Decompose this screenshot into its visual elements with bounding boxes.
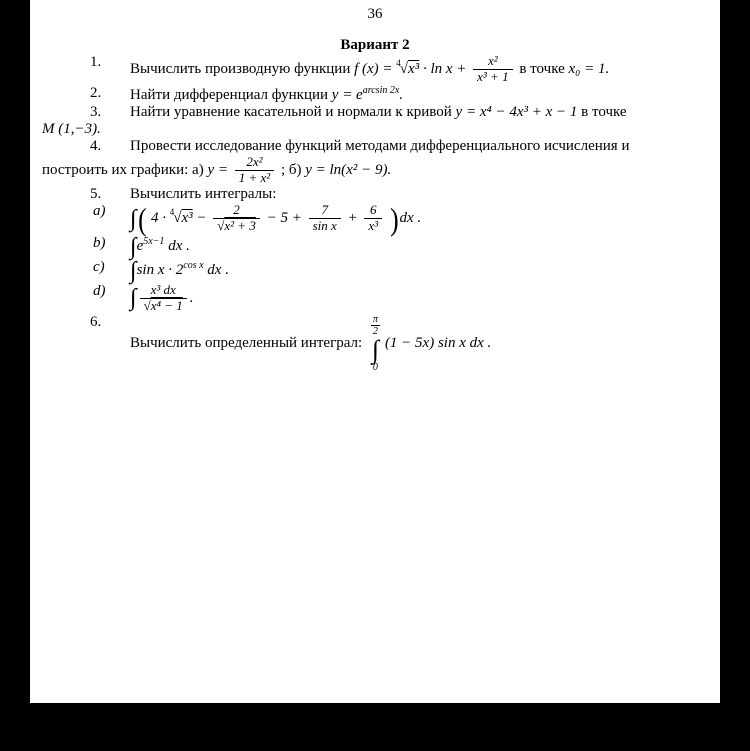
problem-1-formula xyxy=(354,53,519,84)
problem-3 xyxy=(30,104,720,121)
problem-6-formula xyxy=(366,313,492,373)
radicand: x⁴ − 1 xyxy=(150,297,183,313)
problem-2-formula xyxy=(331,84,404,103)
exp-superscript: 5x−1 xyxy=(143,236,165,248)
problem-1 xyxy=(30,54,720,85)
radical-sign: √ xyxy=(173,210,182,227)
fraction-numerator: x³ dx xyxy=(150,281,176,297)
integral-sign: ∫ xyxy=(371,334,379,364)
radicand: x² + 3 xyxy=(224,218,256,234)
problem-2-number: 2. xyxy=(90,84,102,101)
left-paren: ( xyxy=(137,200,147,237)
problem-1-text: Вычислить производную функции xyxy=(130,60,351,77)
function-a xyxy=(207,153,280,185)
y-equals: y = xyxy=(207,161,228,178)
right-paren: ) xyxy=(389,200,399,237)
problem-1-tail: в точке xyxy=(519,60,565,77)
problem-5b-label: b) xyxy=(93,234,106,251)
page-number: 36 xyxy=(367,6,383,22)
problem-1-point: x₀ = 1. xyxy=(568,60,610,77)
exp-superscript: cos x xyxy=(183,260,204,272)
problem-5c-formula xyxy=(130,257,229,284)
problem-1-number: 1. xyxy=(90,54,102,70)
problem-5a-label: a) xyxy=(93,202,106,219)
integral-sign: ∫ xyxy=(130,205,137,232)
problem-4-line1: Провести исследование функций методами дифференциального исчисления и xyxy=(130,137,630,154)
integral-sign: ∫ xyxy=(130,257,137,284)
minus-sign: − xyxy=(196,210,207,227)
fraction xyxy=(235,155,274,186)
problem-4-number: 4. xyxy=(90,137,102,154)
fraction-denominator: x³ xyxy=(364,218,382,234)
fraction-denominator: sin x xyxy=(309,218,341,234)
fraction-numerator: 2 xyxy=(233,202,240,218)
function-b: y = ln(x² − 9). xyxy=(305,161,392,178)
fraction-denominator: x³ + 1 xyxy=(473,69,512,85)
radical-sign: √ xyxy=(399,60,409,77)
limit-denominator: 2 xyxy=(371,325,380,337)
separator: ; б) xyxy=(280,161,302,178)
problem-4 xyxy=(30,138,720,155)
problem-6-number: 6. xyxy=(90,313,102,330)
exp-base: y = e xyxy=(331,86,363,103)
integrand: (1 − 5x) sin x dx . xyxy=(384,334,492,351)
problem-5a-formula xyxy=(130,200,422,237)
formula-period: . xyxy=(189,289,194,306)
problem-5a xyxy=(30,200,720,237)
root-index: 4 xyxy=(169,207,175,218)
limit-numerator: π xyxy=(372,313,378,325)
problem-5d-label: d) xyxy=(93,282,106,299)
radicand: x³ xyxy=(181,210,193,227)
problem-2 xyxy=(30,85,720,104)
integral-sign: ∫ xyxy=(130,233,137,260)
problem-5c-label: c) xyxy=(93,258,105,275)
document-page xyxy=(30,0,720,703)
fraction xyxy=(140,283,187,314)
radicand: x³ xyxy=(408,60,420,77)
problem-3-number: 3. xyxy=(90,103,102,120)
plus-sign: + xyxy=(347,210,358,227)
problem-6-text: Вычислить определенный интеграл: xyxy=(130,334,363,351)
problem-5b xyxy=(30,235,720,259)
fraction-numerator: 6 xyxy=(370,202,377,218)
exp-superscript: arcsin 2x xyxy=(362,84,400,96)
problem-6 xyxy=(30,314,720,373)
problem-5-number: 5. xyxy=(90,185,102,202)
problem-4-line2-lead: построить их графики: а) xyxy=(42,161,204,178)
fraction-denominator xyxy=(140,298,187,314)
exp-base: e xyxy=(136,238,144,255)
problem-5d xyxy=(30,283,720,314)
problem-2-text: Найти дифференциал функции xyxy=(130,86,329,103)
problem-5-text: Вычислить интегралы: xyxy=(130,185,277,202)
formula-period: . xyxy=(399,86,404,103)
problem-3-tail: в точке xyxy=(581,103,627,120)
fraction-numerator: 7 xyxy=(321,202,328,218)
fraction-numerator: x² xyxy=(488,53,498,68)
dx: dx . xyxy=(399,210,422,227)
fraction-denominator: 1 + x² xyxy=(235,170,274,186)
term-coefficient: 4 · xyxy=(150,210,166,227)
upper-limit xyxy=(371,314,380,337)
definite-integral xyxy=(371,314,380,373)
problem-3-text: Найти уравнение касательной и нормали к кривой xyxy=(130,103,452,120)
fraction-numerator: 2x² xyxy=(246,153,263,169)
problem-4-continuation xyxy=(30,155,720,186)
problem-5d-formula xyxy=(130,281,194,313)
fraction-denominator xyxy=(213,218,260,234)
radical-sign: √ xyxy=(143,297,151,313)
integrand: sin x · 2 xyxy=(136,262,184,279)
page-title: Вариант 2 xyxy=(340,37,410,53)
lower-limit: 0 xyxy=(372,361,378,373)
fourth-root xyxy=(396,57,420,77)
problem-5c xyxy=(30,259,720,283)
curve-equation: y = x⁴ − 4x³ + x − 1 xyxy=(455,103,578,120)
fourth-root xyxy=(169,207,193,227)
problem-5 xyxy=(30,186,720,203)
dx: dx . xyxy=(168,238,190,255)
dx: dx . xyxy=(207,262,229,279)
f-of-x: f (x) = xyxy=(354,60,393,77)
radical-sign: √ xyxy=(217,218,225,234)
middle-terms: − 5 + xyxy=(266,210,302,227)
problem-5b-formula xyxy=(130,233,190,260)
integral-sign: ∫ xyxy=(130,285,137,312)
fraction-2 xyxy=(309,203,341,234)
problem-3-continuation xyxy=(30,121,720,138)
fraction-3 xyxy=(364,203,382,234)
fraction xyxy=(473,54,512,85)
root-index: 4 xyxy=(396,57,401,68)
formula-middle: · ln x + xyxy=(422,60,467,77)
point-m: M (1,−3). xyxy=(42,120,101,137)
fraction-1 xyxy=(213,203,260,234)
